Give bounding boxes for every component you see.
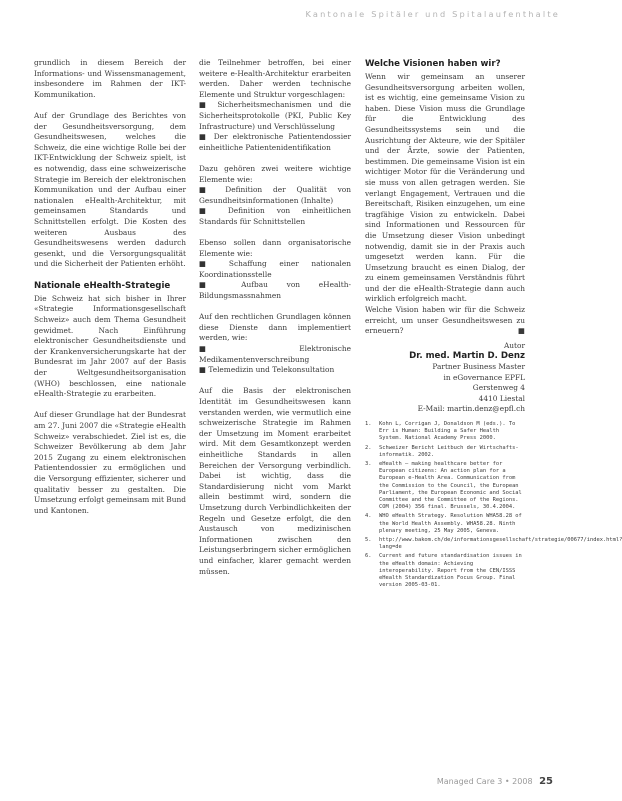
- author-line: Gerstenweg 4: [472, 383, 525, 393]
- reference-item: [365, 553, 525, 589]
- paragraph: die Teilnehmer betroffen, bei einer weitere e-Health-Architektur erarbeiten werden. Daher werden technische Elemente und Struktur vorgeschlagen:: [199, 58, 351, 99]
- paragraph: grundlich in diesem Bereich der Informations- und Wissensmanagement, insbesondere im Rahmen der IKT-Kommunikation.: [34, 58, 186, 99]
- column-3: [365, 58, 622, 591]
- bullet-item: [199, 280, 351, 301]
- bullet-item: [199, 206, 351, 227]
- bullet-text: Sicherheitsmechanismen und die Sicherheitsprotokolle (PKI, Public Key Infrastructure) und Verschlüsselung: [199, 100, 351, 131]
- author-block: [365, 341, 525, 415]
- reference-number: 3.: [365, 461, 372, 468]
- bullet-square-icon: ■: [199, 280, 242, 290]
- reference-item: [365, 513, 525, 535]
- bullet-square-icon: ■: [199, 365, 209, 375]
- paragraph: Dazu gehören zwei weitere wichtige Elemente wie:: [199, 163, 351, 184]
- paragraph: Wenn wir gemeinsam an unserer Gesundheitsversorgung arbeiten wollen, ist es wichtig, eine gemeinsame Vision zu haben. Diese Vision muss die Grundlage für die Entwicklung des Gesundheitssystems sein und die Ausrichtung der Akteure, wie der Spitäler und der Ärzte, sowie der Patienten, bestimmen. Die gemeinsame Vision ist ein wichtiger Motor für die Veränderung und sie muss von allen getragen werden. Sie verlangt Engagement, Vertrauen und die Bereitschaft, Risiken einzugehen, um eine tragfähige Vision zu entwickeln. Dabei sind Informationen und Ressourcen für die Umsetzung dieser Vision unbedingt notwendig, damit sie in der Praxis auch umgesetzt werden kann. Für die Umsetzung braucht es einen Dialog, der zu einem gemeinsamen Verständnis führt und der die eHealth-Strategie dann auch wirklich erfolgreich macht.: [365, 72, 525, 304]
- paragraph: Auf der Grundlage des Berichtes von der Gesundheitsversorgung, dem Gesundheitswesen, welches die Schweiz, die eine wichtige Rolle bei der IKT-Entwicklung der Schweiz spielt, ist es notwendig, dass eine schweizerische Strategie im Bereich der elektronischen Kommunikation und der Aufbau einer nationalen eHealth-Architektur, mit gemeinsamen Standards und Schnittstellen erfolgt. Die Kosten des weiteren Ausbaus des Gesundheitswesens werden dadurch gesenkt, und die Versorgungsqualität und die Sicherheit der Patienten erhöht.: [34, 110, 186, 269]
- page-number: 25: [539, 776, 553, 787]
- section-heading: Nationale eHealth-Strategie: [34, 280, 171, 291]
- bullet-item: [199, 365, 351, 376]
- paragraph: Auf dieser Grundlage hat der Bundesrat am 27. Juni 2007 die «Strategie eHealth Schweiz» verabschiedet. Ziel ist es, die Schweizer Bevölkerung ab dem Jahr 2015 Zugang zu einem elektronischen Patientendossier zu ermöglichen und die Versorgung effizienter, sicherer und qualitativ besser zu gestalten. Die Umsetzung erfolgt gemeinsam mit Bund und Kantonen.: [34, 410, 186, 515]
- bullet-text: Definition der Qualität von Gesundheitsinformationen (Inhalte): [199, 185, 351, 205]
- author-line: in eGovernance EPFL: [443, 372, 525, 382]
- bullet-text: Der elektronische Patientendossier einheitliche Patientenidentifikation: [199, 132, 351, 152]
- bullet-square-icon: ■: [199, 344, 300, 354]
- bullet-square-icon: ■: [199, 132, 214, 142]
- author-line: 4410 Liestal: [478, 393, 525, 403]
- column-1: [34, 58, 186, 516]
- bullet-square-icon: ■: [199, 206, 228, 216]
- author-label: Autor: [503, 340, 525, 350]
- reference-text: Schweizer Bericht Leitbuch der Wirtschaftsinformatik. 2002.: [379, 444, 519, 458]
- reference-text: http://www.bakom.ch/de/informationsgesellschaft/strategie/00677/index.html?lang=de: [379, 537, 622, 551]
- paragraph: Ebenso sollen dann organisatorische Elemente wie:: [199, 238, 351, 258]
- reference-text: Current and future standardisation issues in the eHealth domain: Achieving interoperability. Report from the CEN/ISSS eHealth Standardization Focus Group. Final version 2005-03-01.: [379, 553, 522, 589]
- journal-name: Managed Care 3 • 2008: [436, 777, 533, 786]
- reference-item: [365, 445, 525, 459]
- bullet-square-icon: ■: [199, 185, 226, 195]
- bullet-item: [199, 344, 351, 365]
- page-footer: [437, 776, 553, 787]
- reference-item: [365, 461, 525, 511]
- reference-number: 4.: [365, 513, 372, 520]
- bullet-text: Schaffung einer nationalen Koordinationsstelle: [199, 259, 351, 279]
- closing-text: Welche Vision haben wir für die Schweiz erreicht, um unser Gesundheitswesen zu erneuern?: [365, 305, 525, 336]
- reference-text: WHO eHealth Strategy. Resolution WHA58.28 of the World Health Assembly. WHA58.28. Ninth plenary meeting, 25 May 2005, Geneva.: [379, 513, 522, 534]
- paragraph: Auf die Basis der elektronischen Identität im Gesundheitswesen kann verstanden werden, wie vermutlich eine schweizerische Strategie im Rahmen der Umsetzung im Moment erarbeitet wird. Mit dem Gesamtkonzept werden einheitliche Standards in allen Bereichen der Versorgung verbindlich. Dabei ist wichtig, dass die Standardisierung nicht vom Markt allein bestimmt wird, sondern die Umsetzung durch Verbindlichkeiten der Regeln und Gesetze erfolgt, die den Austausch von medizinischen Informationen zwischen den Leistungserbringern sicher ermöglichen und einfacher, klarer gemacht werden müssen.: [199, 386, 351, 576]
- bullet-text: Telemedizin und Telekonsultation: [208, 365, 335, 375]
- reference-number: 5.: [365, 537, 372, 544]
- bullet-item: [199, 259, 351, 280]
- running-header: Kantonale Spitäler und Spitalaufenthalte: [305, 9, 560, 19]
- paragraph: Die Schweiz hat sich bisher in Ihrer «Strategie Informationsgesellschaft Schweiz» auch dem Thema Gesundheit gewidmet. Nach Einführung elektronischer Gesundheitsdienste und der Krankenversicherungskarte hat der Bundesrat im Jahr 2007 auf der Basis der Weltgesundheitsorganisation (WHO) beschlossen, eine nationale eHealth-Strategie zu erarbeiten.: [34, 293, 186, 399]
- author-name: Dr. med. Martin D. Denz: [409, 351, 525, 362]
- reference-item: [365, 537, 622, 551]
- bullet-square-icon: ■: [199, 100, 218, 110]
- bullet-square-icon: ■: [199, 259, 229, 269]
- reference-number: 1.: [365, 421, 372, 427]
- end-square-icon: ■: [518, 326, 525, 336]
- column-2: [199, 58, 351, 577]
- reference-number: 6.: [365, 553, 372, 560]
- paragraph: [365, 305, 525, 337]
- bullet-text: Definition von einheitlichen Standards für Schnittstellen: [199, 206, 351, 226]
- reference-text: eHealth – making healthcare better for European citizens: An action plan for a European e-Health Area. Communication from the Commission to the Council, the European Parliament, the European Economic and Social Committee and the Committee of the Regions. COM (2004) 356 final. Brussels, 30.4.2004.: [379, 461, 522, 511]
- bullet-item: [199, 100, 351, 132]
- paragraph: Auf den rechtlichen Grundlagen können diese Dienste dann implementiert werden, wie:: [199, 312, 351, 343]
- author-email: E-Mail: martin.denz@epfl.ch: [417, 404, 525, 414]
- references-list: [365, 421, 622, 589]
- bullet-item: [199, 132, 351, 153]
- bullet-text: Elektronische Medikamentenverschreibung: [199, 344, 351, 364]
- reference-text: Kohn L, Corrigan J, Donaldson M (eds.). To Err is Human: Building a Safer Health System. National Academy Press 2000.: [379, 421, 516, 442]
- bullet-item: [199, 185, 351, 206]
- reference-number: 2.: [365, 444, 372, 451]
- section-heading: Welche Visionen haben wir?: [365, 59, 501, 69]
- author-line: Partner Business Master: [432, 362, 525, 372]
- reference-item: [365, 421, 525, 443]
- bullet-text: Aufbau von eHealth-Bildungsmassnahmen: [199, 280, 351, 301]
